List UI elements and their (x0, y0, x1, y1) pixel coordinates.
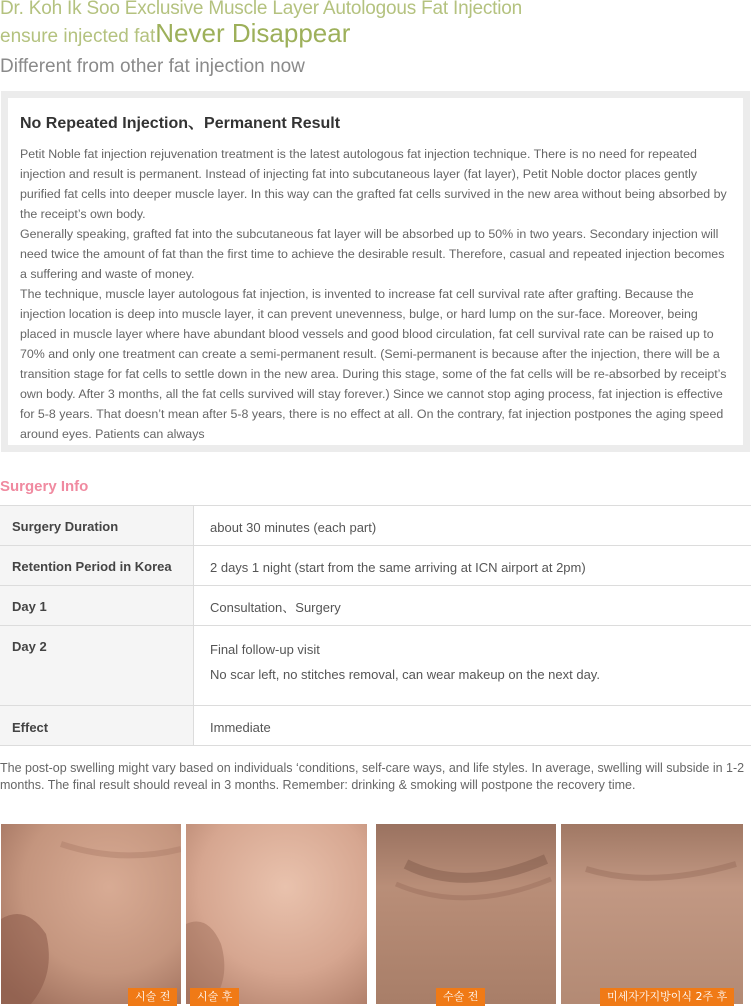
result-box-inner (8, 98, 743, 445)
result-box (1, 91, 750, 452)
before-photo (376, 824, 556, 1004)
result-box-body (20, 144, 731, 444)
hero-subheadline (0, 18, 350, 49)
photo-label-tag: 수술 전 (436, 988, 485, 1006)
skin-closeup-image (376, 824, 556, 1004)
table-row (0, 706, 751, 746)
before-after-gallery (0, 824, 751, 1008)
result-box-title: No Repeated Injection、Permanent Result (20, 115, 341, 132)
photo-label-tag: 미세자가지방이식 2주 후 (600, 988, 734, 1006)
hero-headline: Dr. Koh Ik Soo Exclusive Muscle Layer Autologous Fat Injection (0, 0, 522, 19)
table-value-line: 2 days 1 night (start from the same arriving at ICN airport at 2pm) (210, 560, 586, 575)
hero-tagline: Different from other fat injection now (0, 56, 305, 77)
table-value-line: Consultation、Surgery (210, 600, 341, 615)
table-value (194, 626, 751, 705)
skin-closeup-image (561, 824, 743, 1004)
table-value (194, 586, 751, 625)
before-photo (1, 824, 181, 1004)
after-photo (561, 824, 743, 1004)
table-key: Retention Period in Korea (0, 546, 194, 585)
table-value-line: about 30 minutes (each part) (210, 520, 377, 535)
surgery-info-title: Surgery Info (0, 478, 89, 495)
surgery-info-table (0, 505, 751, 746)
table-row (0, 626, 751, 706)
table-row (0, 506, 751, 546)
table-value (194, 546, 751, 585)
photo-label-tag: 시술 후 (190, 988, 239, 1006)
hero-subheadline-emphasis: Never Disappear (155, 18, 351, 48)
table-value (194, 506, 751, 545)
photo-label-tag: 시술 전 (128, 988, 177, 1006)
table-key: Effect (0, 706, 194, 745)
result-paragraph: Generally speaking, grafted fat into the subcutaneous fat layer will be absorbed up to 50% in two years. Secondary injection will need twice the amount of fat than the first time to achieve the desirable result. Therefore, casual and repeated injection becomes a suffering and waste of money. (20, 227, 725, 281)
skin-closeup-image (186, 824, 367, 1004)
table-key: Surgery Duration (0, 506, 194, 545)
table-row (0, 546, 751, 586)
table-value-line: Final follow-up visit (210, 642, 320, 657)
skin-closeup-image (1, 824, 181, 1004)
table-key: Day 2 (0, 626, 194, 705)
recovery-note: The post-op swelling might vary based on individuals ‘conditions, self-care ways, and life styles. In average, swelling will subside in 1-2 months. The final result should reveal in 3 months. Remember: drinking & smoking will postpone the recovery time. (0, 761, 745, 792)
after-photo (186, 824, 367, 1004)
hero-subheadline-prefix: ensure injected fat (0, 26, 156, 47)
table-value (194, 706, 751, 745)
table-row (0, 586, 751, 626)
table-value-line: Immediate (210, 720, 271, 735)
table-value-line: No scar left, no stitches removal, can wear makeup on the next day. (210, 667, 600, 682)
table-key: Day 1 (0, 586, 194, 625)
result-paragraph: The technique, muscle layer autologous fat injection, is invented to increase fat cell survival rate after grafting. Because the injection location is deep into muscle layer, it can prevent unevenness, bulge, or hard lump on the sur-face. Moreover, being placed in muscle layer where have abundant blood vessels and good blood circulation, fat cell survival rate can be raised up to 70% and only one treatment can create a semi-permanent result. (Semi-permanent is because after the injection, there will be a transition stage for fat cells to settle down in the new area. During this stage, some of the fat cells will be re-absorbed by receipt’s own body. After 3 months, all the fat cells survived will stay forever.) Since we cannot stop aging process, fat injection is effective for 5-8 years. That doesn’t mean after 5-8 years, there is no effect at all. On the contrary, fat injection postpones the aging speed around eyes. Patients can always (20, 287, 727, 441)
result-paragraph: Petit Noble fat injection rejuvenation treatment is the latest autologous fat injection technique. There is no need for repeated injection and result is permanent. Instead of injecting fat into subcutaneous layer (fat layer), Petit Noble doctor places gently purified fat cells into deeper muscle layer. In this way can the grafted fat cells survived in the new area without being absorbed by the receipt’s own body. (20, 147, 727, 221)
